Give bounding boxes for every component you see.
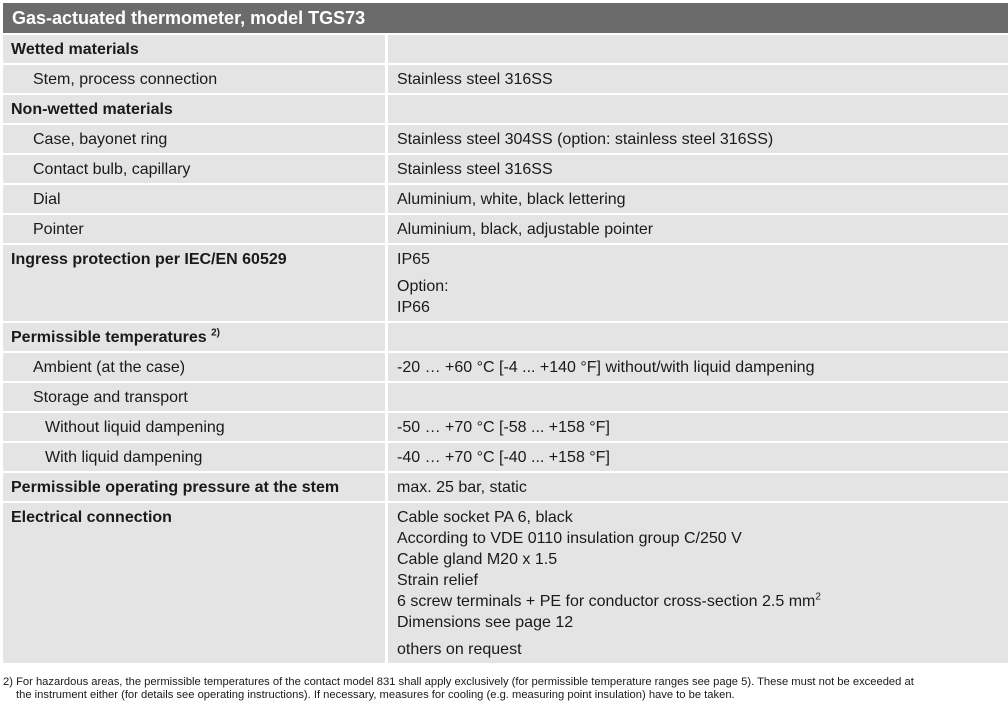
row-value: Stainless steel 316SS (388, 155, 1008, 185)
row-label: Without liquid dampening (3, 413, 388, 443)
row-label: Wetted materials (3, 35, 388, 65)
row-value (388, 383, 1008, 413)
row-value (388, 95, 1008, 125)
table-row (3, 443, 1008, 473)
footnote-ref: 2) (211, 327, 221, 339)
row-label: Non-wetted materials (3, 95, 388, 125)
table-row (3, 383, 1008, 413)
row-value: max. 25 bar, static (388, 473, 1008, 503)
row-value: Cable socket PA 6, black According to VDE 0110 insulation group C/250 V Cable gland M20 x 1.5 Strain relief 6 screw terminals + PE for conductor cross-section 2.5 $mm^2$ Dimensions see page 12 others on request (388, 503, 1008, 665)
table-row (3, 323, 1008, 353)
row-value: IP65 Option: IP66 (388, 245, 1008, 323)
table-row (3, 185, 1008, 215)
table-row (3, 95, 1008, 125)
row-label: Ambient (at the case) (3, 353, 388, 383)
table-title: Gas-actuated thermometer, model TGS73 (3, 3, 1008, 33)
row-value: -50 … +70 °C [-58 ... +158 °F] (388, 413, 1008, 443)
table-row (3, 245, 1008, 323)
row-value: Stainless steel 304SS (option: stainless steel 316SS) (388, 125, 1008, 155)
row-value (388, 323, 1008, 353)
row-label: Pointer (3, 215, 388, 245)
row-label: Dial (3, 185, 388, 215)
table-row (3, 155, 1008, 185)
spec-table (3, 35, 1008, 665)
row-label: Electrical connection (3, 503, 388, 665)
row-value: Aluminium, white, black lettering (388, 185, 1008, 215)
row-label: Permissible operating pressure at the stem (3, 473, 388, 503)
table-row (3, 35, 1008, 65)
footnote-line-1: For hazardous areas, the permissible temperatures of the contact model 831 shall apply exclusively (for permissible temperature ranges see page 5). These must not be exceeded at (16, 676, 914, 688)
table-row (3, 473, 1008, 503)
row-value: Aluminium, black, adjustable pointer (388, 215, 1008, 245)
table-row (3, 503, 1008, 665)
footnote (3, 676, 1006, 702)
row-label: Case, bayonet ring (3, 125, 388, 155)
row-label: Contact bulb, capillary (3, 155, 388, 185)
row-value: -20 … +60 °C [-4 ... +140 °F] without/with liquid dampening (388, 353, 1008, 383)
row-value (388, 35, 1008, 65)
table-row (3, 125, 1008, 155)
footnote-line-2: the instrument either (for details see operating instructions). If necessary, measures for cooling (e.g. measuring point insulation) have to be taken. (16, 689, 735, 701)
footnote-mark: 2) (3, 676, 13, 688)
row-value: -40 … +70 °C [-40 ... +158 °F] (388, 443, 1008, 473)
row-label: With liquid dampening (3, 443, 388, 473)
table-row (3, 353, 1008, 383)
row-label: Permissible temperatures $^{2)}$ (3, 323, 388, 353)
row-label: Stem, process connection (3, 65, 388, 95)
table-row (3, 215, 1008, 245)
table-row (3, 413, 1008, 443)
table-row (3, 65, 1008, 95)
row-label: Ingress protection per IEC/EN 60529 (3, 245, 388, 323)
row-value: Stainless steel 316SS (388, 65, 1008, 95)
row-label: Storage and transport (3, 383, 388, 413)
